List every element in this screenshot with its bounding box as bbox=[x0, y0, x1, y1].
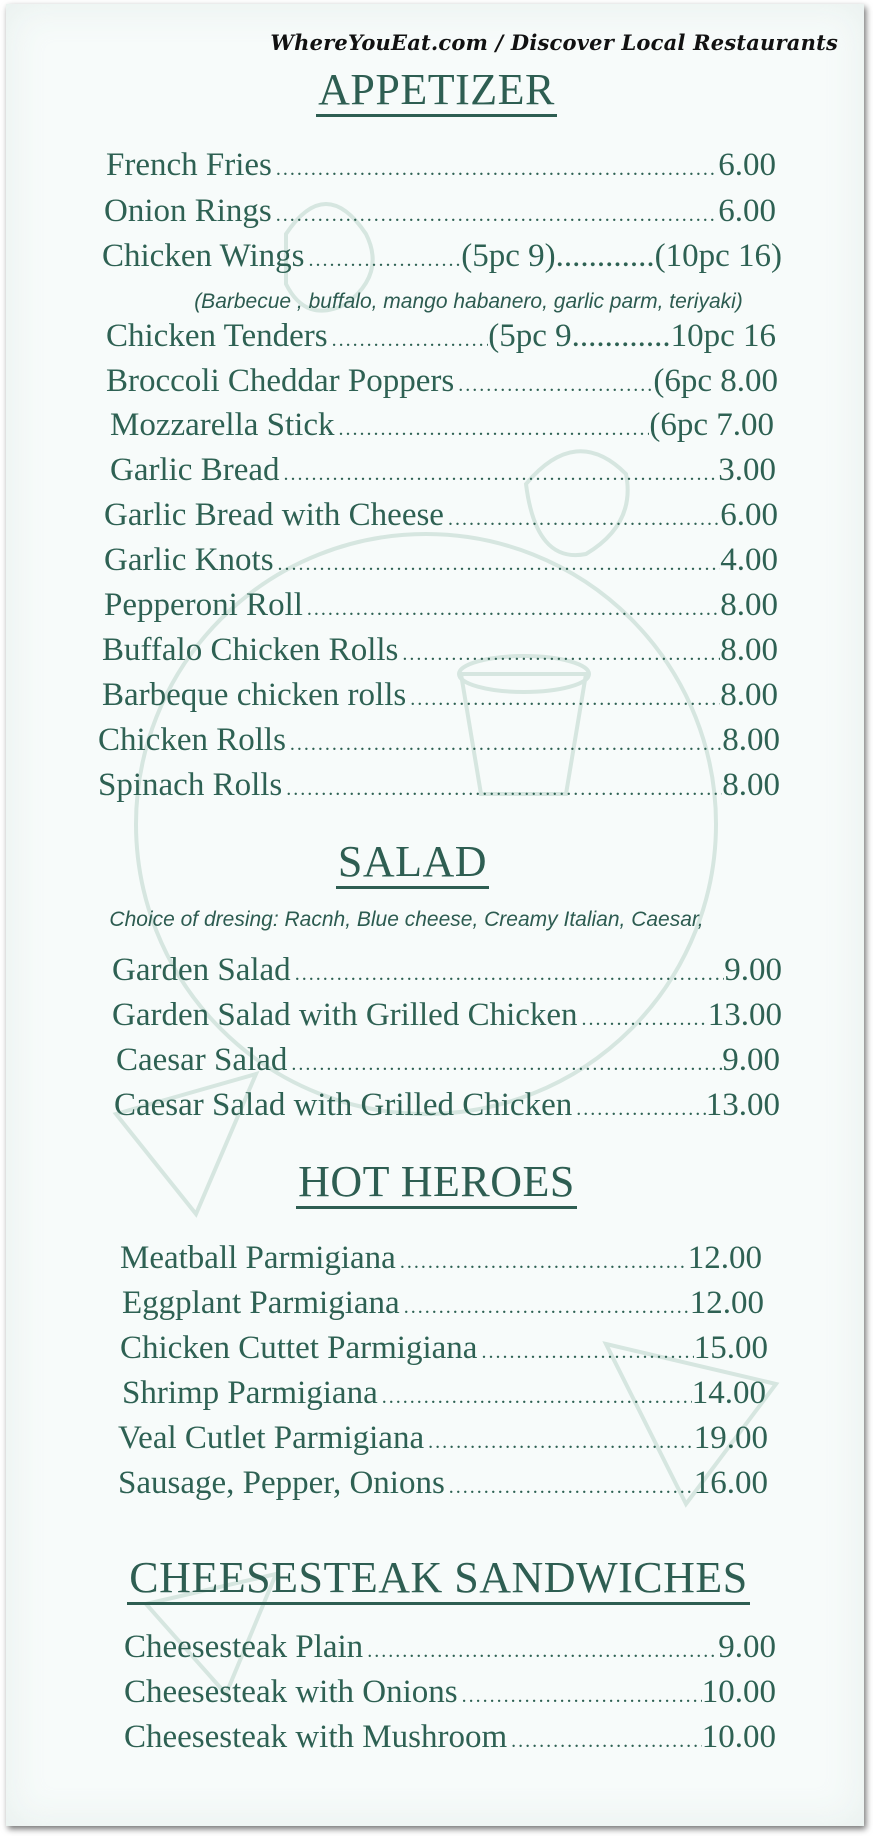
menu-item: Garlic Bread ..... 3.00 bbox=[110, 452, 776, 489]
menu-item: Broccoli Cheddar Poppers ..... (6pc 8.00 bbox=[106, 363, 778, 400]
menu-item: Chicken Cuttet Parmigiana ..... 15.00 bbox=[120, 1330, 768, 1367]
menu-item: Buffalo Chicken Rolls ..... 8.00 bbox=[102, 632, 778, 669]
appetizer-title: APPETIZER bbox=[6, 64, 864, 115]
menu-item: Caesar Salad with Grilled Chicken ..... 13.00 bbox=[114, 1087, 780, 1124]
menu-item: Cheesesteak with Mushroom ..... 10.00 bbox=[124, 1719, 776, 1756]
menu-item: Barbeque chicken rolls ..... 8.00 bbox=[102, 677, 778, 714]
menu-item: Chicken Wings ..... (5pc 9)............(10pc 16) bbox=[102, 238, 782, 275]
menu-item: Spinach Rolls ..... 8.00 bbox=[98, 767, 780, 804]
menu-item: Garden Salad with Grilled Chicken ..... 13.00 bbox=[112, 997, 782, 1034]
menu-item: Pepperoni Roll ..... 8.00 bbox=[104, 587, 778, 624]
cheesesteak-title: CHEESESTEAK SANDWICHES bbox=[6, 1552, 864, 1603]
salad-title: SALAD bbox=[6, 836, 849, 887]
menu-item: Meatball Parmigiana ..... 12.00 bbox=[120, 1240, 762, 1277]
menu-item: Garlic Bread with Cheese ..... 6.00 bbox=[104, 497, 778, 534]
menu-item: Mozzarella Stick ..... (6pc 7.00 bbox=[110, 407, 774, 444]
menu-item: Chicken Rolls ..... 8.00 bbox=[98, 722, 780, 759]
menu-item: Eggplant Parmigiana ..... 12.00 bbox=[122, 1285, 764, 1322]
site-header: WhereYouEat.com / Discover Local Restaurants bbox=[270, 30, 838, 55]
menu-item: Veal Cutlet Parmigiana ..... 19.00 bbox=[118, 1420, 768, 1457]
menu-item: Garlic Knots ..... 4.00 bbox=[104, 542, 778, 579]
menu-item: Cheesesteak Plain ..... 9.00 bbox=[124, 1629, 776, 1666]
menu-item: Cheesesteak with Onions ..... 10.00 bbox=[124, 1674, 776, 1711]
menu-item: Chicken Tenders ..... (5pc 9............10pc 16 bbox=[106, 318, 776, 355]
menu-item: Onion Rings ..... 6.00 bbox=[104, 193, 776, 230]
menu-item: Garden Salad ..... 9.00 bbox=[112, 952, 782, 989]
menu-item: Caesar Salad ..... 9.00 bbox=[116, 1042, 780, 1079]
hot-heroes-title: HOT HEROES bbox=[6, 1156, 864, 1207]
menu-item: Sausage, Pepper, Onions ..... 16.00 bbox=[118, 1465, 768, 1502]
menu-item: Shrimp Parmigiana ..... 14.00 bbox=[122, 1375, 766, 1412]
menu-page bbox=[6, 4, 864, 1826]
dressing-note: Choice of dresing: Racnh, Blue cheese, Creamy Italian, Caesar, bbox=[109, 908, 704, 931]
wing-flavor-note: (Barbecue , buffalo, mango habanero, garlic parm, teriyaki) bbox=[194, 290, 743, 313]
menu-item: French Fries ..... 6.00 bbox=[106, 147, 776, 184]
